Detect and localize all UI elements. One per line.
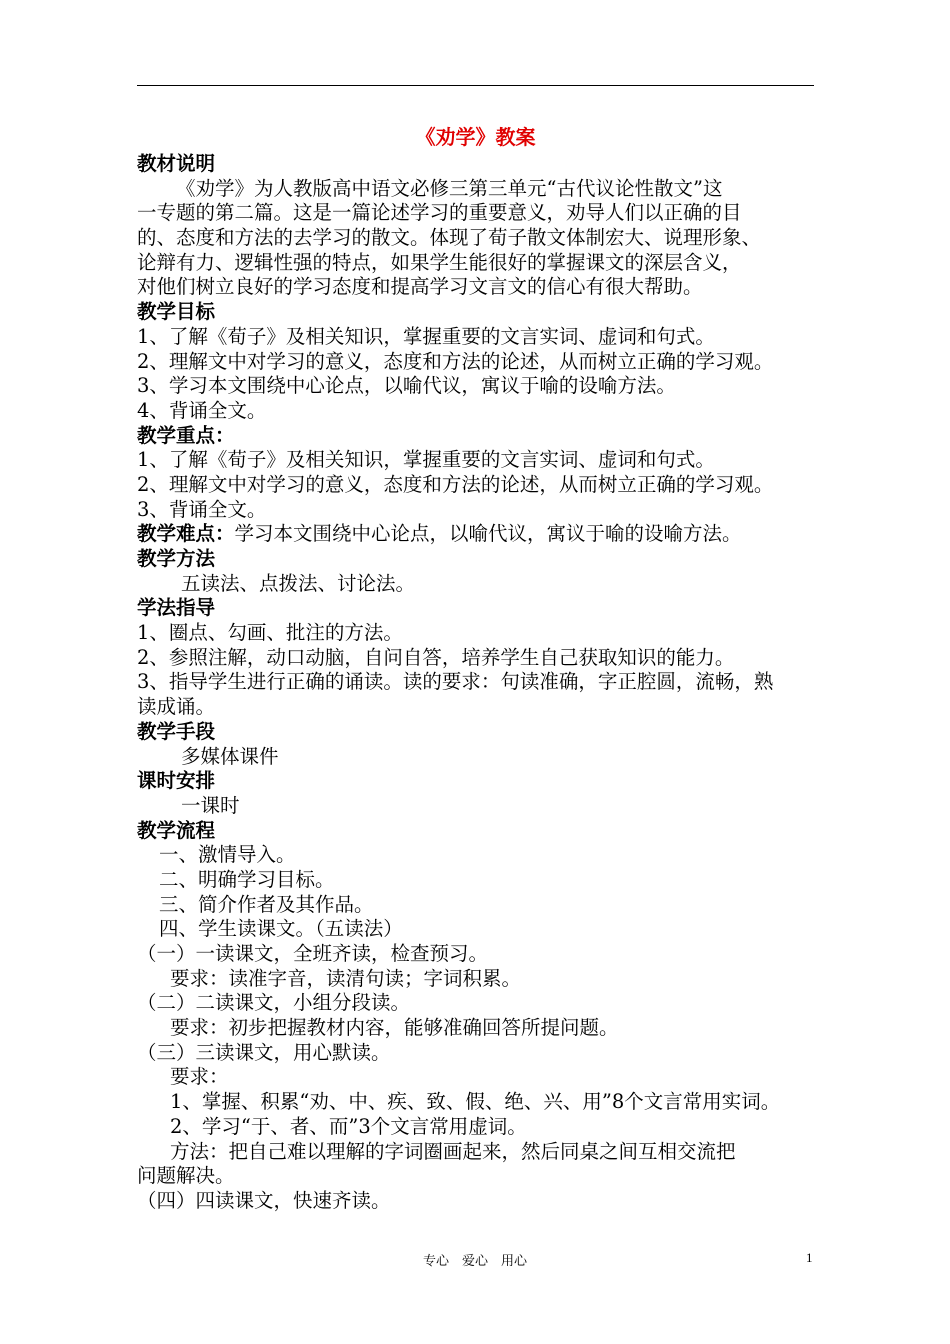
list-item: 3、背诵全文。 [137,497,267,521]
reading-step: （二）二读课文，小组分段读。 [137,991,411,1015]
method-text: 五读法、点拨法、讨论法。 [181,571,416,595]
reading-requirement: 要求：读准字音，读清句读；字词积累。 [170,966,522,990]
reading-requirement: 要求： [170,1065,229,1089]
paragraph-line: 的、态度和方法的去学习的散文。体现了荀子散文体制宏大、说理形象、 [137,226,762,250]
list-item-continued: 读成诵。 [137,695,216,719]
list-item: 2、参照注解，动口动脑，自问自答，培养学生自己获取知识的能力。 [137,645,735,669]
reading-requirement: 要求：初步把握教材内容，能够准确回答所提问题。 [170,1016,619,1040]
document-body [137,122,827,1214]
heading-study-guide: 学法指导 [137,596,216,620]
list-item: 1、了解《荀子》及相关知识，掌握重要的文言实词、虚词和句式。 [137,324,715,348]
heading-means: 教学手段 [137,719,216,743]
heading-key-points: 教学重点： [137,423,235,447]
list-item: 3、指导学生进行正确的诵读。读的要求：句读准确，字正腔圆，流畅，熟 [137,670,774,694]
list-item: 2、理解文中对学习的意义，态度和方法的论述，从而树立正确的学习观。 [137,472,774,496]
list-item: 3、学习本文围绕中心论点，以喻代议，寓议于喻的设喻方法。 [137,374,676,398]
reading-step: （一）一读课文，全班齐读，检查预习。 [137,942,489,965]
process-step: 二、明确学习目标。 [159,867,335,891]
paragraph-line: 《劝学》为人教版高中语文必修三第三单元“古代议论性散文”这 [176,176,723,200]
heading-difficulty: 教学难点： [137,522,235,546]
difficulty-line [137,522,827,547]
means-text: 多媒体课件 [181,744,279,768]
paragraph-line: 论辩有力、逻辑性强的特点，如果学生能很好的掌握课文的深层含义， [137,250,742,274]
document-title: 《劝学》教案 [415,125,536,149]
process-step: 三、简介作者及其作品。 [159,892,374,916]
reading-method-continued: 问题解决。 [137,1164,235,1188]
heading-goals: 教学目标 [137,300,216,324]
paragraph-line: 对他们树立良好的学习态度和提高学习文言文的信心有很大帮助。 [137,275,703,299]
difficulty-text: 学习本文围绕中心论点，以喻代议，寓议于喻的设喻方法。 [234,522,742,546]
reading-step: （三）三读课文，用心默读。 [137,1040,391,1064]
process-step: 一、激情导入。 [159,843,296,867]
page-number: 1 [806,1250,813,1265]
list-item: 1、圈点、勾画、批注的方法。 [137,621,403,645]
reading-requirement-item: 1、掌握、积累“劝、中、疾、致、假、绝、兴、用”8个文言常用实词。 [170,1090,781,1114]
list-item: 1、了解《荀子》及相关知识，掌握重要的文言实词、虚词和句式。 [137,448,715,472]
reading-requirement-item: 2、学习“于、者、而”3个文言常用虚词。 [170,1114,527,1138]
heading-method: 教学方法 [137,547,216,570]
heading-materials: 教材说明 [137,152,216,175]
header-rule [137,85,814,86]
schedule-text: 一课时 [181,793,240,817]
reading-method: 方法：把自己难以理解的字词圈画起来，然后同桌之间互相交流把 [170,1139,736,1163]
paragraph-line: 一专题的第二篇。这是一篇论述学习的重要意义，劝导人们以正确的目 [137,201,742,225]
process-step: 四、学生读课文。（五读法） [159,917,403,941]
heading-process: 教学流程 [137,818,216,842]
heading-schedule: 课时安排 [137,769,216,793]
list-item: 2、理解文中对学习的意义，态度和方法的论述，从而树立正确的学习观。 [137,349,774,373]
reading-step: （四）四读课文，快速齐读。 [137,1188,391,1212]
list-item: 4、背诵全文。 [137,398,267,422]
footer-motto: 专心 爱心 用心 [422,1254,527,1269]
